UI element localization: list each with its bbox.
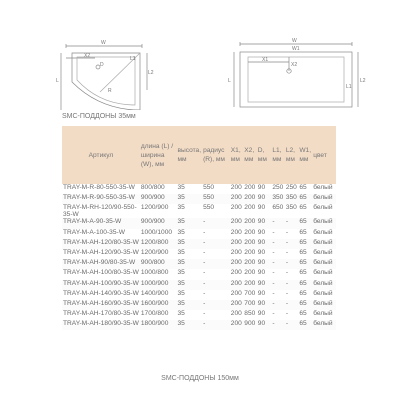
cell-radius: - xyxy=(202,320,230,330)
table-row xyxy=(62,300,336,310)
cell-d: 90 xyxy=(257,184,272,194)
dim-label-w-2: W xyxy=(292,38,297,44)
cell-x2: 200 xyxy=(243,249,257,259)
cell-color: белый xyxy=(312,184,336,194)
cell-length-width: 1800/900 xyxy=(140,320,177,330)
table-body xyxy=(62,184,336,330)
cell-height: 35 xyxy=(176,320,202,330)
cell-x1: 200 xyxy=(230,310,244,320)
dim-label-l-2: L xyxy=(228,78,231,84)
cell-l1: - xyxy=(271,280,285,290)
cell-l2: - xyxy=(285,218,299,228)
dim-label-l-1: L xyxy=(56,78,59,84)
cell-d: 90 xyxy=(257,194,272,204)
cell-x1: 200 xyxy=(230,280,244,290)
cell-length-width: 1200/800 xyxy=(140,239,177,249)
dim-label-d-1: D xyxy=(100,62,104,68)
cell-color: белый xyxy=(312,259,336,269)
cell-l1: - xyxy=(271,320,285,330)
cell-x1: 200 xyxy=(230,184,244,194)
header-x1: X1, мм xyxy=(230,147,241,163)
cell-radius: 550 xyxy=(202,204,230,218)
cell-x2: 900 xyxy=(243,320,257,330)
cell-article: TRAY-M-AH-140/90-35-W xyxy=(62,290,140,300)
cell-l1: - xyxy=(271,249,285,259)
cell-article: TRAY-M-AH-90/80-35-W xyxy=(62,259,140,269)
cell-w1: 65 xyxy=(298,194,312,204)
dim-label-r-1: R xyxy=(108,88,112,94)
cell-d: 90 xyxy=(257,280,272,290)
cell-x2: 200 xyxy=(243,280,257,290)
header-l1: L1, мм xyxy=(272,147,282,163)
cell-l2: 350 xyxy=(285,204,299,218)
cell-height: 35 xyxy=(176,269,202,279)
cell-radius: - xyxy=(202,249,230,259)
header-height: высота, мм xyxy=(177,147,202,163)
cell-length-width: 900/900 xyxy=(140,218,177,228)
cell-w1: 65 xyxy=(298,184,312,194)
cell-height: 35 xyxy=(176,300,202,310)
cell-length-width: 1400/900 xyxy=(140,290,177,300)
cell-l1: - xyxy=(271,300,285,310)
cell-l2: - xyxy=(285,320,299,330)
cell-article: TRAY-M-AH-170/80-35-W xyxy=(62,310,140,320)
tray-schematics xyxy=(0,0,400,110)
cell-l1: - xyxy=(271,259,285,269)
cell-length-width: 1000/1000 xyxy=(140,229,177,239)
cell-x1: 200 xyxy=(230,229,244,239)
header-l2: L2, мм xyxy=(285,147,295,163)
dim-label-w-1: W xyxy=(101,40,106,46)
cell-x1: 200 xyxy=(230,290,244,300)
cell-l2: - xyxy=(285,310,299,320)
cell-l2: - xyxy=(285,249,299,259)
dim-label-x2-2: X2 xyxy=(291,62,298,68)
cell-w1: 65 xyxy=(298,280,312,290)
cell-radius: - xyxy=(202,229,230,239)
cell-article: TRAY-M-AH-160/90-35-W xyxy=(62,300,140,310)
cell-article: TRAY-M-AH-120/90-35-W xyxy=(62,249,140,259)
cell-height: 35 xyxy=(176,239,202,249)
cell-radius: - xyxy=(202,259,230,269)
cell-w1: 65 xyxy=(298,290,312,300)
cell-height: 35 xyxy=(176,204,202,218)
cell-radius: - xyxy=(202,269,230,279)
cell-x2: 200 xyxy=(243,239,257,249)
cell-l1: 250 xyxy=(271,184,285,194)
header-color: цвет xyxy=(313,151,327,159)
cell-length-width: 900/800 xyxy=(140,259,177,269)
cell-x2: 200 xyxy=(243,184,257,194)
technical-drawings xyxy=(0,0,400,110)
cell-w1: 65 xyxy=(298,320,312,330)
header-d: D, мм xyxy=(257,147,267,163)
cell-l1: - xyxy=(271,239,285,249)
cell-d: 90 xyxy=(257,218,272,228)
cell-l2: - xyxy=(285,229,299,239)
cell-radius: 550 xyxy=(202,184,230,194)
cell-d: 90 xyxy=(257,320,272,330)
cell-x1: 200 xyxy=(230,194,244,204)
dim-label-l2-2: L2 xyxy=(360,78,366,84)
cell-color: белый xyxy=(312,290,336,300)
cell-x2: 200 xyxy=(243,218,257,228)
cell-l1: - xyxy=(271,290,285,300)
cell-x2: 200 xyxy=(243,259,257,269)
cell-w1: 65 xyxy=(298,269,312,279)
cell-height: 35 xyxy=(176,249,202,259)
cell-d: 90 xyxy=(257,229,272,239)
dim-label-w1-2: W1 xyxy=(292,46,300,52)
cell-article: TRAY-M-RH-120/90-550-35-W xyxy=(62,204,140,218)
cell-w1: 65 xyxy=(298,259,312,269)
quarter-tray-drawing xyxy=(61,44,147,110)
dim-label-l1-2: L1 xyxy=(346,84,352,90)
cell-length-width: 1600/900 xyxy=(140,300,177,310)
cell-length-width: 1000/900 xyxy=(140,280,177,290)
header-w1: W1, мм xyxy=(299,147,312,163)
dim-label-x2-1: X2 xyxy=(84,53,91,59)
cell-w1: 65 xyxy=(298,204,312,218)
cell-color: белый xyxy=(312,218,336,228)
spec-table xyxy=(62,126,336,330)
table-row xyxy=(62,310,336,320)
cell-color: белый xyxy=(312,249,336,259)
dim-label-l1-1: L1 xyxy=(130,56,136,62)
cell-d: 90 xyxy=(257,310,272,320)
cell-height: 35 xyxy=(176,218,202,228)
cell-l1: 350 xyxy=(271,194,285,204)
cell-l2: - xyxy=(285,259,299,269)
cell-article: TRAY-M-A-90-35-W xyxy=(62,218,140,228)
cell-article: TRAY-M-A-100-35-W xyxy=(62,229,140,239)
cell-l2: - xyxy=(285,239,299,249)
cell-x2: 200 xyxy=(243,204,257,218)
table-row xyxy=(62,239,336,249)
cell-height: 35 xyxy=(176,259,202,269)
cell-l2: - xyxy=(285,300,299,310)
cell-x2: 700 xyxy=(243,290,257,300)
cell-length-width: 800/800 xyxy=(140,184,177,194)
table-row xyxy=(62,269,336,279)
cell-l1: - xyxy=(271,269,285,279)
cell-color: белый xyxy=(312,280,336,290)
dim-label-x1-2: X1 xyxy=(262,57,269,63)
cell-d: 90 xyxy=(257,204,272,218)
cell-l1: - xyxy=(271,310,285,320)
cell-l2: 250 xyxy=(285,184,299,194)
cell-d: 90 xyxy=(257,249,272,259)
cell-w1: 65 xyxy=(298,300,312,310)
cell-color: белый xyxy=(312,239,336,249)
cell-l2: - xyxy=(285,269,299,279)
cell-d: 90 xyxy=(257,239,272,249)
section-title: SMC-ПОДДОНЫ 35мм xyxy=(62,113,136,120)
cell-x2: 700 xyxy=(243,300,257,310)
cell-x1: 200 xyxy=(230,259,244,269)
cell-article: TRAY-M-R-90-550-35-W xyxy=(62,194,140,204)
cell-radius: - xyxy=(202,290,230,300)
cell-article: TRAY-M-AH-180/90-35-W xyxy=(62,320,140,330)
cell-height: 35 xyxy=(176,280,202,290)
cell-length-width: 900/900 xyxy=(140,194,177,204)
header-article: Артикул xyxy=(88,151,114,159)
cell-color: белый xyxy=(312,204,336,218)
cell-height: 35 xyxy=(176,184,202,194)
cell-l1: - xyxy=(271,218,285,228)
cell-x1: 200 xyxy=(230,320,244,330)
cell-color: белый xyxy=(312,229,336,239)
cell-radius: - xyxy=(202,310,230,320)
cell-l2: 350 xyxy=(285,194,299,204)
cell-radius: 550 xyxy=(202,194,230,204)
cell-height: 35 xyxy=(176,194,202,204)
table-row xyxy=(62,320,336,330)
table-row xyxy=(62,194,336,204)
cell-height: 35 xyxy=(176,229,202,239)
cell-d: 90 xyxy=(257,300,272,310)
cell-w1: 65 xyxy=(298,239,312,249)
cell-article: TRAY-M-AH-100/90-35-W xyxy=(62,280,140,290)
table-row xyxy=(62,280,336,290)
cell-d: 90 xyxy=(257,269,272,279)
table-header-row xyxy=(62,126,336,184)
cell-d: 90 xyxy=(257,290,272,300)
cell-x1: 200 xyxy=(230,204,244,218)
cell-length-width: 1200/900 xyxy=(140,249,177,259)
cell-l2: - xyxy=(285,280,299,290)
cell-x1: 200 xyxy=(230,218,244,228)
table-row xyxy=(62,259,336,269)
cell-x2: 200 xyxy=(243,229,257,239)
cell-radius: - xyxy=(202,280,230,290)
cell-article: TRAY-M-AH-120/80-35-W xyxy=(62,239,140,249)
cell-x2: 850 xyxy=(243,310,257,320)
cell-x1: 200 xyxy=(230,269,244,279)
cell-l1: 650 xyxy=(271,204,285,218)
cell-x2: 200 xyxy=(243,194,257,204)
cell-length-width: 1200/900 xyxy=(140,204,177,218)
table-row xyxy=(62,184,336,194)
header-radius: радиус (R), мм xyxy=(203,147,225,163)
header-x2: X2, мм xyxy=(244,147,255,163)
cell-w1: 65 xyxy=(298,218,312,228)
cell-length-width: 1000/800 xyxy=(140,269,177,279)
cell-l1: - xyxy=(271,229,285,239)
cell-color: белый xyxy=(312,310,336,320)
cell-color: белый xyxy=(312,300,336,310)
cell-x1: 200 xyxy=(230,249,244,259)
cell-color: белый xyxy=(312,269,336,279)
cell-d: 90 xyxy=(257,259,272,269)
cell-article: TRAY-M-AH-100/80-35-W xyxy=(62,269,140,279)
cell-x1: 200 xyxy=(230,239,244,249)
section-title-2: SMC-ПОДДОНЫ 150мм xyxy=(161,375,239,382)
cell-radius: - xyxy=(202,239,230,249)
cell-x2: 200 xyxy=(243,269,257,279)
table-row xyxy=(62,229,336,239)
cell-w1: 65 xyxy=(298,249,312,259)
table-row xyxy=(62,204,336,218)
cell-height: 35 xyxy=(176,290,202,300)
cell-article: TRAY-M-R-80-550-35-W xyxy=(62,184,140,194)
cell-x1: 200 xyxy=(230,300,244,310)
dim-label-l2-1: L2 xyxy=(148,70,154,76)
cell-length-width: 1700/800 xyxy=(140,310,177,320)
table-row xyxy=(62,290,336,300)
cell-w1: 65 xyxy=(298,229,312,239)
table-row xyxy=(62,218,336,228)
cell-color: белый xyxy=(312,194,336,204)
cell-l2: - xyxy=(285,290,299,300)
cell-height: 35 xyxy=(176,310,202,320)
table-row xyxy=(62,249,336,259)
cell-radius: - xyxy=(202,300,230,310)
header-length-width: длина (L) / ширина (W), мм xyxy=(140,142,174,168)
cell-w1: 65 xyxy=(298,310,312,320)
cell-radius: - xyxy=(202,218,230,228)
cell-color: белый xyxy=(312,320,336,330)
